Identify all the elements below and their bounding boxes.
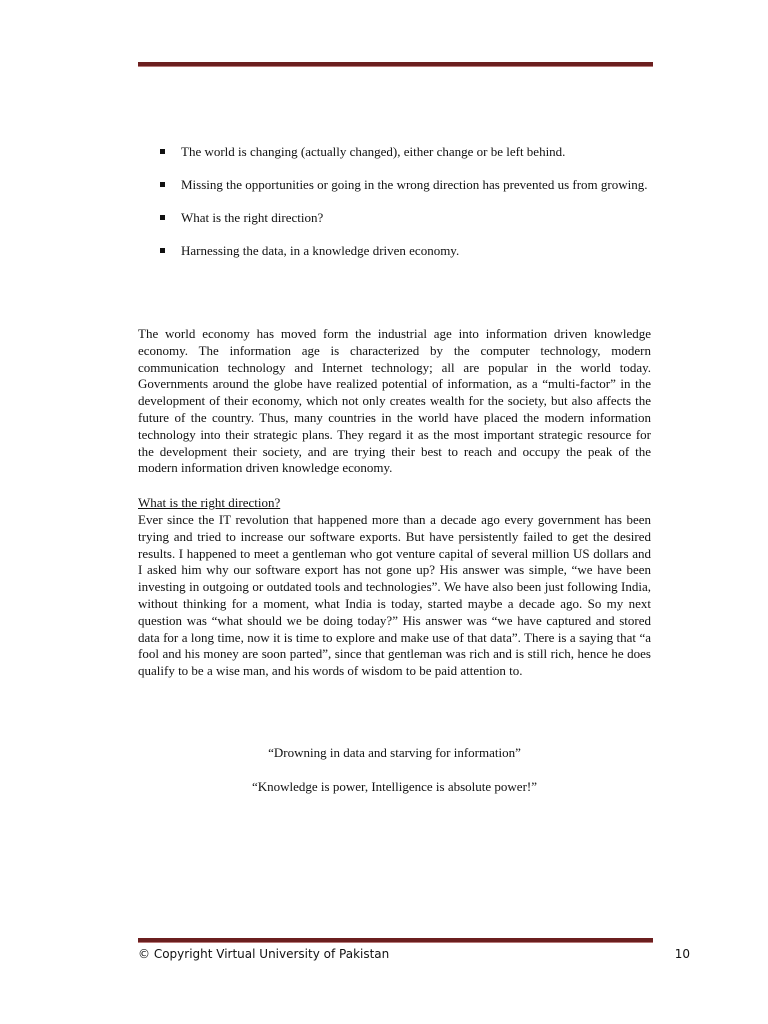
bullet-item [160, 176, 650, 193]
bullet-item [160, 242, 650, 259]
bullet-text: What is the right direction? [181, 210, 324, 225]
footer-rule [138, 938, 653, 943]
body-paragraph: Ever since the IT revolution that happened more than a decade ago every government has been trying and tried to increase our software exports. But have persistently failed to get the desired results. I happened to meet a gentleman who got venture capital of several million US dollars and I asked him why our software export has not gone up? His answer was simple, “we have been investing in outgoing or outdated tools and technologies”. We have also been just following India, without thinking for a moment, what India is today, started maybe a decade ago. So my next question was “what should we be doing today?” His answer was “we have captured and stored data for a long time, now it is time to explore and make use of that data”. There is a saying that “a fool and his money are soon parted”, since that gentleman was rich and is still rich, hence he does qualify to be a wise man, and his words of wisdom to be paid attention to. [138, 512, 651, 679]
square-bullet-icon [160, 215, 165, 220]
page-number: 10 [674, 947, 690, 961]
bullet-text: Harnessing the data, in a knowledge driven economy. [181, 243, 460, 258]
intro-paragraph: The world economy has moved form the industrial age into information driven knowledge economy. The information age is characterized by the computer technology, modern communication technology and Internet technology; all are popular in the world today. Governments around the globe have realized potential of information, as a “multi-factor” in the development of their economy, which not only creates wealth for the society, but also affects the future of the country. Thus, many countries in the world have placed the modern information technology into their strategic plans. They regard it as the most important strategic resource for the development their society, and are trying their best to reach and occupy the peak of the modern information driven knowledge economy. [138, 326, 651, 476]
square-bullet-icon [160, 248, 165, 253]
section-heading: What is the right direction? [138, 495, 281, 510]
bullet-item [160, 143, 650, 160]
square-bullet-icon [160, 149, 165, 154]
footer-copyright: © Copyright Virtual University of Pakistan [138, 947, 390, 961]
square-bullet-icon [160, 182, 165, 187]
quote-knowledge: “Knowledge is power, Intelligence is absolute power!” [251, 779, 538, 794]
header-rule [138, 62, 653, 67]
bullet-item [160, 209, 650, 226]
bullet-text: Missing the opportunities or going in the wrong direction has prevented us from growing. [181, 177, 648, 192]
bullet-text: The world is changing (actually changed), either change or be left behind. [181, 144, 566, 159]
bullet-list [160, 143, 650, 275]
quote-data: “Drowning in data and starving for information” [268, 745, 521, 760]
